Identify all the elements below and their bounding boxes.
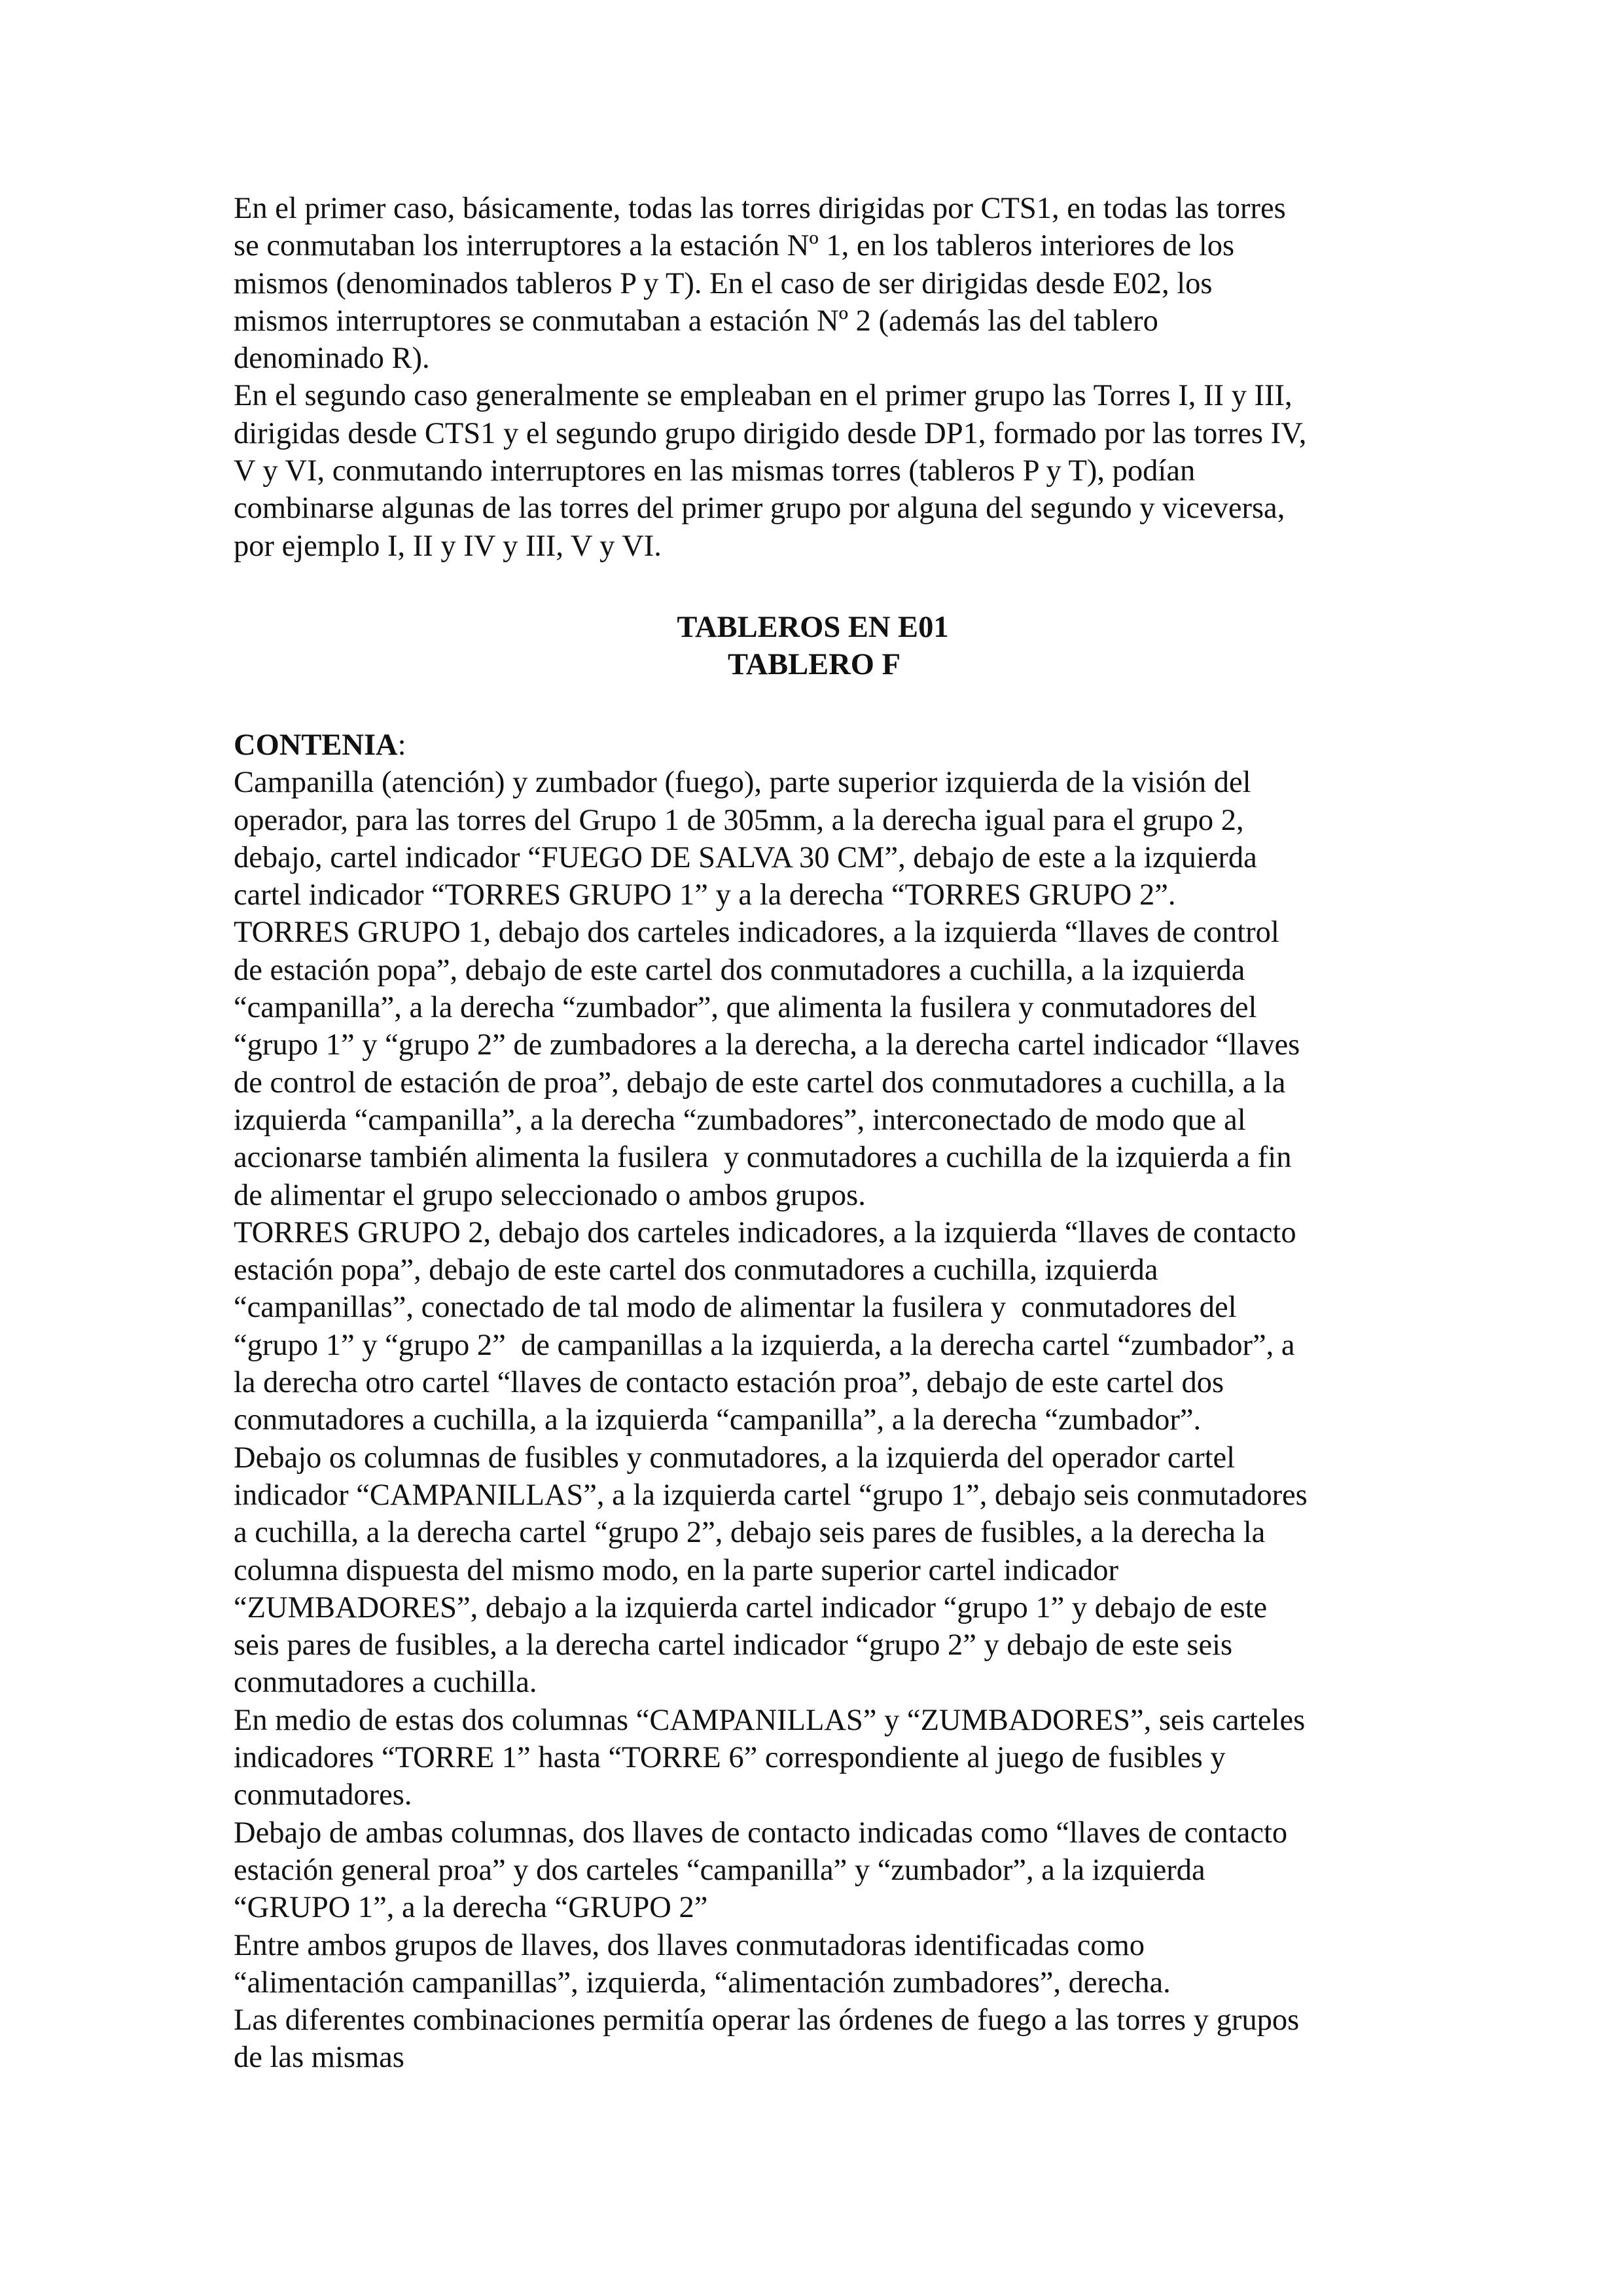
heading-tableros-en-e01: TABLEROS EN E01: [677, 611, 949, 644]
text-line: seis pares de fusibles, a la derecha cartel indicador “grupo 2” y debajo de este seis: [234, 1628, 1233, 1662]
text-line: “alimentación campanillas”, izquierda, “alimentación zumbadores”, derecha.: [234, 1965, 1171, 2000]
text-line: conmutadores.: [234, 1778, 412, 1812]
contenia-label-text: CONTENIA: [234, 728, 398, 762]
text-line: “grupo 1” y “grupo 2” de campanillas a la izquierda, a la derecha cartel “zumbador”, a: [234, 1328, 1295, 1362]
text-line: columna dispuesta del mismo modo, en la parte superior cartel indicador: [234, 1553, 1118, 1587]
text-line: a cuchilla, a la derecha cartel “grupo 2”, debajo seis pares de fusibles, a la derecha la: [234, 1516, 1266, 1550]
text-line: Entre ambos grupos de llaves, dos llaves conmutadoras identificadas como: [234, 1928, 1145, 1962]
main-paragraphs: [234, 726, 1405, 2077]
text-line: “campanilla”, a la derecha “zumbador”, que alimenta la fusilera y conmutadores del: [234, 991, 1257, 1025]
text-line: Debajo os columnas de fusibles y conmutadores, a la izquierda del operador cartel: [234, 1441, 1236, 1475]
text-line: conmutadores a cuchilla, a la izquierda “campanilla”, a la derecha “zumbador”.: [234, 1403, 1202, 1437]
text-line: “grupo 1” y “grupo 2” de zumbadores a la derecha, a la derecha cartel indicador “llaves: [234, 1028, 1300, 1062]
text-line: V y VI, conmutando interruptores en las mismas torres (tableros P y T), podían: [234, 454, 1196, 488]
text-line: denominado R).: [234, 342, 430, 376]
text-line: TORRES GRUPO 1, debajo dos carteles indicadores, a la izquierda “llaves de control: [234, 916, 1279, 950]
text-line: izquierda “campanilla”, a la derecha “zumbadores”, interconectado de modo que al: [234, 1103, 1246, 1137]
text-line: de las mismas: [234, 2041, 404, 2075]
text-line: Campanilla (atención) y zumbador (fuego), parte superior izquierda de la visión del: [234, 766, 1251, 800]
text-line: TORRES GRUPO 2, debajo dos carteles indicadores, a la izquierda “llaves de contacto: [234, 1215, 1296, 1249]
text-line: Las diferentes combinaciones permitía operar las órdenes de fuego a las torres y grupos: [234, 2003, 1300, 2037]
text-line: “GRUPO 1”, a la derecha “GRUPO 2”: [234, 1891, 708, 1925]
heading-tablero-f: TABLERO F: [728, 648, 901, 682]
text-line: debajo, cartel indicador “FUEGO DE SALVA 30 CM”, debajo de este a la izquierda: [234, 840, 1257, 874]
section-headings: [0, 609, 1623, 684]
text-line: de control de estación de proa”, debajo de este cartel dos conmutadores a cuchilla, a la: [234, 1066, 1286, 1100]
text-line: se conmutaban los interruptores a la estación Nº 1, en los tableros interiores de los: [234, 229, 1235, 263]
text-line: cartel indicador “TORRES GRUPO 1” y a la derecha “TORRES GRUPO 2”.: [234, 878, 1176, 912]
text-line: indicadores “TORRE 1” hasta “TORRE 6” correspondiente al juego de fusibles y: [234, 1741, 1226, 1775]
text-line: la derecha otro cartel “llaves de contacto estación proa”, debajo de este cartel dos: [234, 1366, 1224, 1400]
text-line: mismos interruptores se conmutaban a estación Nº 2 (además las del tablero: [234, 304, 1158, 338]
intro-paragraphs: [234, 190, 1405, 565]
text-line: de estación popa”, debajo de este cartel dos conmutadores a cuchilla, a la izquierda: [234, 953, 1245, 987]
text-line: estación popa”, debajo de este cartel dos conmutadores a cuchilla, izquierda: [234, 1253, 1158, 1287]
text-line: En medio de estas dos columnas “CAMPANILLAS” y “ZUMBADORES”, seis carteles: [234, 1703, 1306, 1737]
text-line: indicador “CAMPANILLAS”, a la izquierda cartel “grupo 1”, debajo seis conmutadores: [234, 1478, 1308, 1512]
text-line: dirigidas desde CTS1 y el segundo grupo dirigido desde DP1, formado por las torres IV,: [234, 416, 1307, 450]
text-line: conmutadores a cuchilla.: [234, 1666, 537, 1700]
text-line: Debajo de ambas columnas, dos llaves de contacto indicadas como “llaves de contacto: [234, 1816, 1288, 1850]
text-line: por ejemplo I, II y IV y III, V y VI.: [234, 529, 662, 563]
contenia-label-colon: :: [397, 728, 406, 762]
text-line: En el segundo caso generalmente se empleaban en el primer grupo las Torres I, II y III,: [234, 379, 1293, 413]
text-line: de alimentar el grupo seleccionado o ambos grupos.: [234, 1178, 866, 1212]
text-line: “campanillas”, conectado de tal modo de alimentar la fusilera y conmutadores del: [234, 1291, 1237, 1325]
text-line: accionarse también alimenta la fusilera y conmutadores a cuchilla de la izquierda a fin: [234, 1141, 1292, 1175]
text-line: mismos (denominados tableros P y T). En el caso de ser dirigidas desde E02, los: [234, 266, 1213, 300]
text-line: En el primer caso, básicamente, todas las torres dirigidas por CTS1, en todas las torres: [234, 192, 1286, 225]
contenia-label: [234, 726, 1405, 764]
text-line: combinarse algunas de las torres del primer grupo por alguna del segundo y viceversa,: [234, 492, 1285, 526]
text-line: “ZUMBADORES”, debajo a la izquierda cartel indicador “grupo 1” y debajo de este: [234, 1590, 1268, 1624]
text-line: estación general proa” y dos carteles “campanilla” y “zumbador”, a la izquierda: [234, 1853, 1205, 1887]
text-line: operador, para las torres del Grupo 1 de 305mm, a la derecha igual para el grupo 2,: [234, 803, 1244, 837]
